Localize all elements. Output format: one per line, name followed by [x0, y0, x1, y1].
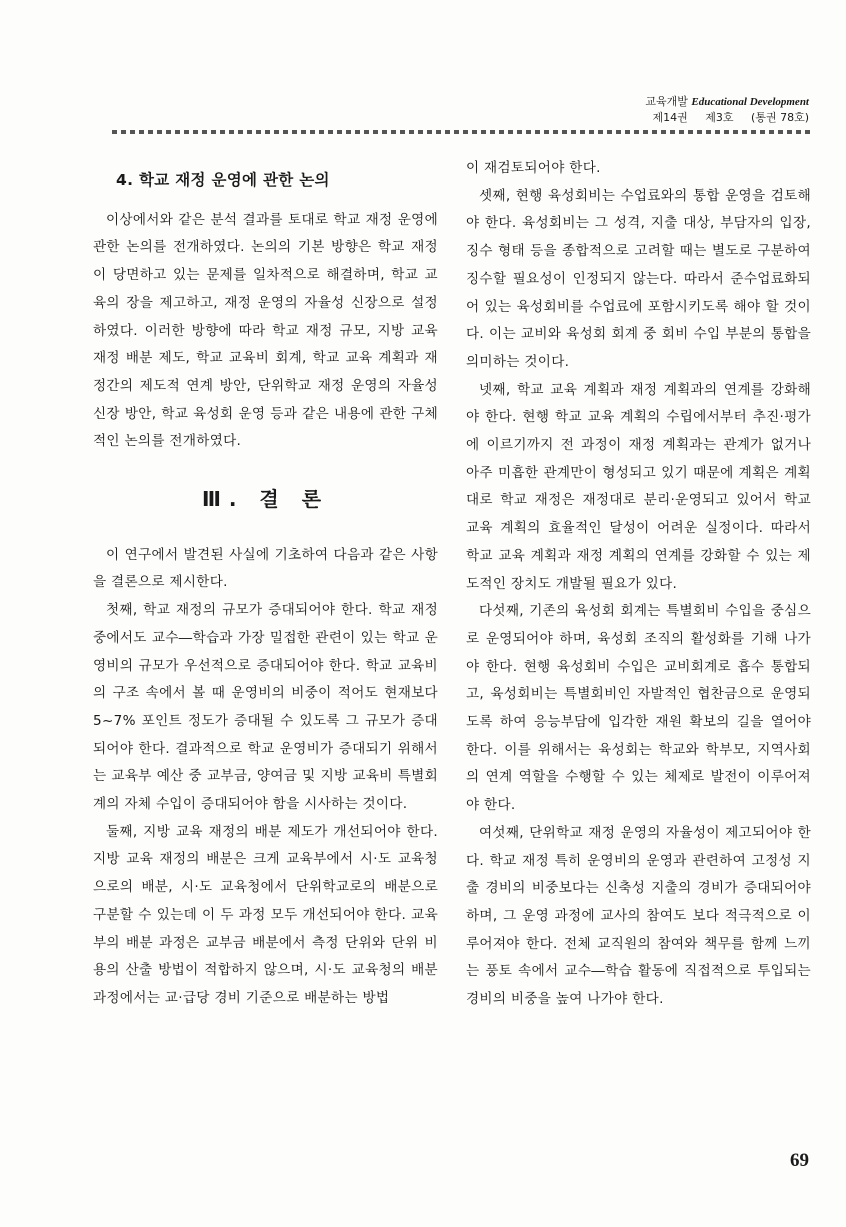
issue-number: 제3호	[705, 111, 734, 124]
right-column	[466, 155, 811, 1014]
paragraph: 다섯째, 기존의 육성회 회계는 특별회비 수입을 중심으로 운영되어야 하며, 육성회 조직의 활성화를 기해 나가야 한다. 현행 육성회비 수입은 교비회계로 흡수 통합되고, 육성회비는 특별회비인 자발적인 협찬금으로 운영되도록 하여 응능부담에 입각한 재원 확보의 길을 열어야 한다. 이를 위해서는 육성회는 학교와 학부모, 지역사회의 연계 역할을 수행할 수 있는 체제로 발전이 이루어져야 한다.	[466, 603, 811, 814]
paragraph: 여섯째, 단위학교 재정 운영의 자율성이 제고되어야 한다. 학교 재정 특히 운영비의 운영과 관련하여 고정성 지출 경비의 비중보다는 신축성 지출의 경비가 증대되어야 하며, 그 운영 과정에 교사의 참여도 보다 적극적으로 이루어져야 한다. 전체 교직원의 참여와 책무를 함께 느끼는 풍토 속에서 교수―학습 활동에 직접적으로 투입되는 경비의 비중을 높여 나가야 한다.	[466, 824, 811, 1008]
serial-number: (통권 78호)	[751, 111, 809, 124]
page-number: 69	[790, 1150, 809, 1171]
running-header	[509, 94, 809, 126]
journal-title-en: Educational Development	[691, 96, 809, 108]
chapter-heading: Ⅲ. 결 론	[201, 487, 330, 512]
header-divider	[112, 128, 812, 136]
volume-info	[509, 110, 809, 126]
paragraph: 둘째, 지방 교육 재정의 배분 제도가 개선되어야 한다. 지방 교육 재정의 배분은 크게 교육부에서 시·도 교육청으로의 배분, 시·도 교육청에서 단위학교로의 배분으로 구분할 수 있는데 이 두 과정 모두 개선되어야 한다. 교육부의 배분 과정은 교부금 배분에서 측정 단위와 단위 비용의 산출 방법이 적합하지 않으며, 시·도 교육청의 배분 과정에서는 교·급당 경비 기준으로 배분하는 방법	[93, 823, 438, 1006]
journal-title-ko: 교육개발	[645, 95, 688, 108]
paragraph: 셋째, 현행 육성회비는 수업료와의 통합 운영을 검토해야 한다. 육성회비는 그 성격, 지출 대상, 부담자의 입장, 징수 형태 등을 종합적으로 고려할 때는 별도로 구분하여 징수할 필요성이 인정되지 않는다. 따라서 준수업료화되어 있는 육성회비를 수업료에 포함시키도록 해야 할 것이다. 이는 교비와 육성회 회계 중 회비 수입 부분의 통합을 의미하는 것이다.	[466, 187, 811, 370]
paragraph: 이 연구에서 발견된 사실에 기초하여 다음과 같은 사항을 결론으로 제시한다.	[93, 546, 438, 591]
volume-number: 제14권	[652, 111, 688, 124]
journal-title	[509, 94, 809, 110]
paragraph-continued: 이 재검토되어야 한다.	[466, 160, 601, 176]
section-heading: 4. 학교 재정 운영에 관한 논의	[116, 171, 330, 189]
paragraph: 이상에서와 같은 분석 결과를 토대로 학교 재정 운영에 관한 논의를 전개하였다. 논의의 기본 방향은 학교 재정이 당면하고 있는 문제를 일차적으로 해결하며, 학교 교육의 장을 제고하고, 재정 운영의 자율성 신장으로 설정하였다. 이러한 방향에 따라 학교 재정 규모, 지방 교육 재정 배분 제도, 학교 교육비 회계, 학교 교육 계획과 재정간의 제도적 연계 방안, 단위학교 재정 운영의 자율성 신장 방안, 학교 육성회 운영 등과 같은 내용에 관한 구체적인 논의를 전개하였다.	[93, 211, 438, 450]
left-column	[93, 155, 438, 1013]
paragraph: 첫째, 학교 재정의 규모가 증대되어야 한다. 학교 재정 중에서도 교수―학습과 가장 밀접한 관련이 있는 학교 운영비의 규모가 우선적으로 증대되어야 한다. 학교 교육비의 구조 속에서 볼 때 운영비의 비중이 적어도 현재보다 5~7% 포인트 정도가 증대될 수 있도록 그 규모가 증대되어야 한다. 결과적으로 학교 운영비가 증대되기 위해서는 교육부 예산 중 교부금, 양여금 및 지방 교육비 특별회계의 자체 수입이 증대되어야 함을 시사하는 것이다.	[93, 602, 438, 813]
paragraph: 넷째, 학교 교육 계획과 재정 계획과의 연계를 강화해야 한다. 현행 학교 교육 계획의 수립에서부터 추진·평가에 이르기까지 전 과정이 재정 계획과는 관계가 없거나 아주 미흡한 관계만이 형성되고 있기 때문에 계획은 계획대로 학교 재정은 재정대로 분리·운영되고 있어서 학교 교육 계획의 효율적인 달성이 어려운 실정이다. 따라서 학교 교육 계획과 재정 계획의 연계를 강화할 수 있는 제도적인 장치도 개발될 필요가 있다.	[466, 381, 811, 592]
